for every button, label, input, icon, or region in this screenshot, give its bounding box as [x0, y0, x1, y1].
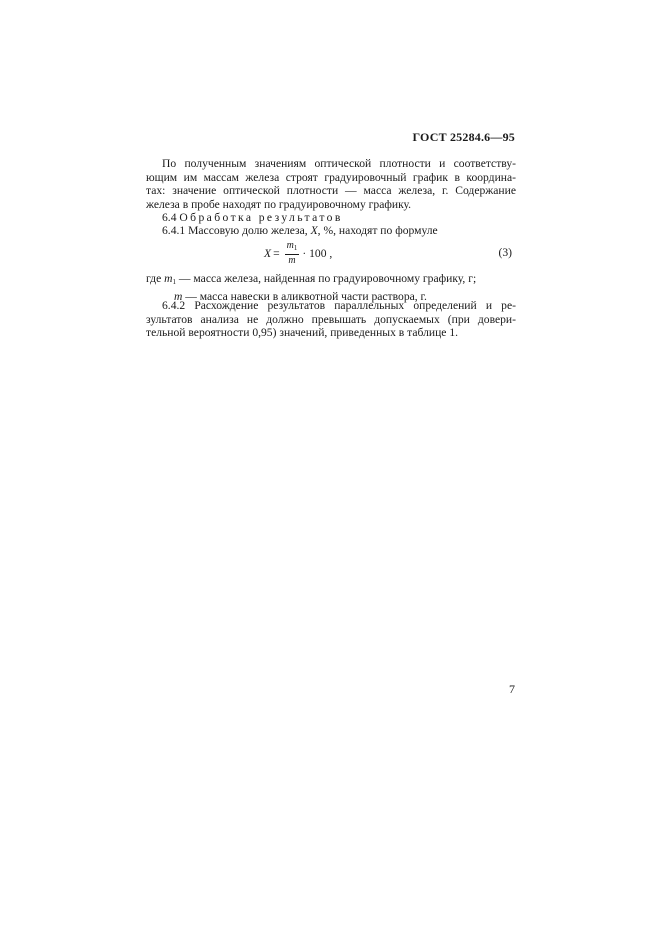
variable-x: X: [310, 224, 318, 237]
definition-subscript: 1: [172, 278, 177, 286]
definition-prefix: где: [146, 272, 162, 285]
page-number: 7: [509, 682, 515, 696]
formula-equals: =: [273, 246, 280, 260]
section-heading-6-4: [146, 211, 516, 225]
section-6-4-2: [146, 299, 516, 340]
paragraph-line: тах: значение оптической плотности — масса железа, г. Содержание: [146, 184, 516, 197]
section-number: 6.4: [162, 211, 177, 224]
section-text: , %, находят по формуле: [317, 224, 438, 237]
formula-expression: [264, 238, 332, 268]
fraction-numerator: m: [286, 239, 294, 251]
formula-rest: · 100 ,: [302, 246, 333, 260]
paragraph-graph: [146, 157, 516, 211]
paragraph-line: зультатов анализа не должно превышать допускаемых (при довери-: [146, 312, 516, 326]
fraction-denominator: m: [288, 254, 296, 266]
paragraph-line: По полученным значениям оптической плотности и соответству-: [162, 157, 516, 170]
section-number: 6.4.1: [162, 224, 186, 237]
formula-lhs: X: [264, 246, 272, 260]
paragraph-line: 6.4.2 Расхождение результатов параллельных определений и ре-: [162, 299, 516, 312]
definition-symbol: m: [174, 289, 183, 303]
equation-number: (3): [498, 246, 512, 259]
definition-symbol: m: [164, 272, 173, 285]
section-text: Массовую долю железа,: [188, 224, 308, 237]
definition-text: — масса железа, найденная по градуировочному графику, г;: [178, 272, 477, 285]
definition-text: — масса навески в аликвотной части раствора, г.: [185, 289, 427, 303]
formula-fraction: [285, 241, 300, 266]
paragraph-line: тельной вероятности 0,95) значений, приведенных в таблице 1.: [146, 326, 459, 339]
numerator-subscript: 1: [293, 243, 298, 252]
formula-3: [146, 238, 516, 268]
paragraph-line: железа в пробе находят по градуировочному графику.: [146, 197, 412, 211]
section-6-4-1: [146, 224, 516, 238]
section-title: Обработка результатов: [179, 211, 343, 224]
paragraph-line: ющим им массам железа строят градуировочный график в координа-: [146, 170, 516, 184]
definition-row: [146, 272, 516, 290]
document-number: ГОСТ 25284.6—95: [412, 130, 515, 144]
